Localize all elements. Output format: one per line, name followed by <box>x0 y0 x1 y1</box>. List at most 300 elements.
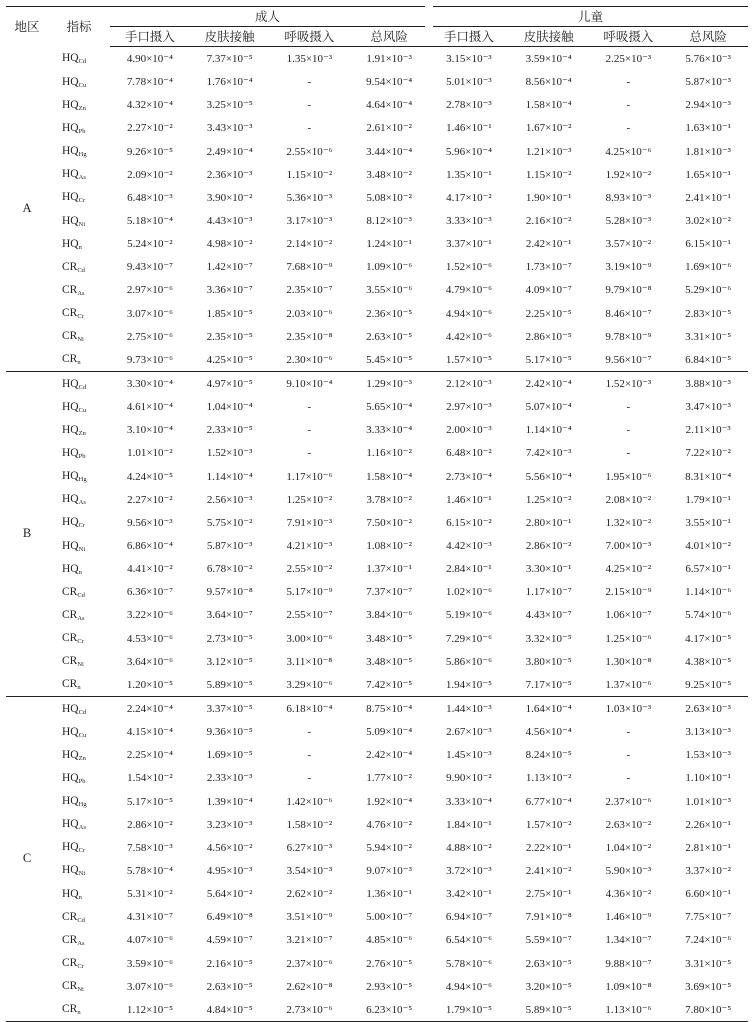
value-cell: 2.27×10⁻² <box>127 493 173 506</box>
indicator-cell <box>48 766 110 789</box>
value-cell: 4.24×10⁻⁵ <box>126 470 173 483</box>
table-row <box>6 790 748 813</box>
value-cell: - <box>626 400 631 413</box>
value-cell: 7.91×10⁻⁸ <box>525 911 572 924</box>
indicator-label: HQ <box>62 818 79 831</box>
header-child-total: 总风险 <box>668 27 748 47</box>
indicator-subscript: Ni <box>77 336 84 344</box>
value-cell: 2.67×10⁻³ <box>446 726 492 739</box>
value-cell: 3.64×10⁻⁷ <box>206 609 253 622</box>
value-cell: 4.25×10⁻⁵ <box>190 348 270 372</box>
value-cell: 3.88×10⁻³ <box>685 378 731 391</box>
value-cell: 1.36×10⁻¹ <box>366 888 412 901</box>
header-region: 地区 <box>6 7 48 47</box>
value-cell: 7.91×10⁻³ <box>286 516 333 529</box>
value-cell: 7.22×10⁻² <box>685 447 731 460</box>
indicator-subscript: As <box>78 824 86 832</box>
value-cell: 4.79×10⁻⁶ <box>445 284 492 297</box>
indicator-label: CR <box>62 632 78 645</box>
indicator-cell <box>48 534 110 557</box>
table-row <box>6 557 748 580</box>
indicator-cell <box>48 488 110 511</box>
value-cell: 1.77×10⁻² <box>366 772 412 785</box>
value-cell: 3.32×10⁻⁵ <box>525 632 572 645</box>
indicator-subscript: Hg <box>78 801 87 809</box>
indicator-label: CR <box>62 307 78 320</box>
value-cell: 3.37×10⁻⁵ <box>206 703 253 715</box>
value-cell: 7.29×10⁻⁶ <box>445 632 492 645</box>
value-cell: 1.58×10⁻² <box>286 818 333 831</box>
indicator-cell <box>48 325 110 348</box>
value-cell: 4.42×10⁻³ <box>446 540 492 553</box>
value-cell: 2.33×10⁻³ <box>206 772 253 785</box>
value-cell: - <box>307 423 312 436</box>
value-cell: 1.42×10⁻⁷ <box>206 261 253 274</box>
value-cell: 7.58×10⁻³ <box>127 841 173 854</box>
value-cell: 4.88×10⁻² <box>446 841 492 854</box>
value-cell: 9.43×10⁻⁷ <box>126 261 173 274</box>
header-adult-inhalation: 呼吸摄入 <box>270 27 350 47</box>
value-cell: 5.76×10⁻³ <box>685 53 731 66</box>
value-cell: 2.12×10⁻³ <box>446 378 492 391</box>
value-cell: 5.78×10⁻⁶ <box>445 957 492 970</box>
indicator-label: CR <box>62 353 78 366</box>
value-cell: 5.89×10⁻⁵ <box>509 998 589 1022</box>
value-cell: 4.94×10⁻⁶ <box>445 307 492 320</box>
value-cell: - <box>307 725 312 738</box>
value-cell: 1.54×10⁻² <box>127 772 173 785</box>
indicator-label: HQ <box>62 446 79 459</box>
indicator-subscript: Cu <box>78 406 87 414</box>
value-cell: 1.84×10⁻¹ <box>446 818 492 831</box>
table-row <box>6 766 748 789</box>
value-cell: 7.37×10⁻⁷ <box>366 586 413 599</box>
indicator-label: HQ <box>62 75 79 88</box>
table-row <box>6 928 748 951</box>
indicator-subscript: Ni <box>78 545 86 553</box>
indicator-cell <box>48 603 110 626</box>
indicator-label: HQ <box>62 470 79 483</box>
value-cell: 3.55×10⁻⁶ <box>366 284 413 297</box>
value-cell: 5.87×10⁻³ <box>206 540 253 553</box>
value-cell: 1.52×10⁻⁶ <box>445 261 492 274</box>
value-cell: 1.92×10⁻² <box>605 168 652 181</box>
indicator-cell <box>48 465 110 488</box>
value-cell: 1.46×10⁻⁹ <box>605 911 652 924</box>
value-cell: 3.11×10⁻⁸ <box>286 655 333 668</box>
indicator-subscript: Cr <box>77 313 84 321</box>
value-cell: 4.56×10⁻⁴ <box>525 726 572 739</box>
indicator-cell <box>48 905 110 928</box>
value-cell: 1.57×10⁻² <box>525 818 572 831</box>
value-cell: 6.23×10⁻⁵ <box>349 998 429 1022</box>
value-cell: 5.90×10⁻³ <box>605 864 652 877</box>
indicator-label: HQ <box>62 400 79 413</box>
value-cell: 3.15×10⁻³ <box>446 53 492 66</box>
indicator-label: CR <box>62 260 78 273</box>
value-cell: 1.76×10⁻⁴ <box>206 76 253 89</box>
indicator-cell <box>48 116 110 139</box>
value-cell: 9.54×10⁻⁴ <box>366 76 413 89</box>
table-row <box>6 371 748 395</box>
table-row <box>6 163 748 186</box>
indicator-cell <box>48 743 110 766</box>
value-cell: 4.41×10⁻² <box>127 563 173 576</box>
value-cell: 2.16×10⁻² <box>525 215 572 228</box>
value-cell: 5.07×10⁻⁴ <box>525 401 572 414</box>
indicator-subscript: n <box>78 893 82 901</box>
value-cell: 7.75×10⁻⁷ <box>685 911 732 924</box>
indicator-cell <box>48 975 110 998</box>
value-cell: 8.12×10⁻³ <box>366 215 412 228</box>
table-row <box>6 93 748 116</box>
value-cell: 1.17×10⁻⁷ <box>525 586 572 599</box>
value-cell: 9.36×10⁻⁵ <box>206 726 253 739</box>
indicator-subscript: As <box>77 614 85 622</box>
value-cell: 2.63×10⁻⁵ <box>206 980 253 993</box>
indicator-cell <box>48 580 110 603</box>
value-cell: 1.09×10⁻⁸ <box>605 980 652 993</box>
table-row <box>6 580 748 603</box>
value-cell: 2.00×10⁻³ <box>446 424 492 437</box>
value-cell: 1.25×10⁻² <box>525 493 572 506</box>
value-cell: 1.81×10⁻³ <box>685 145 731 158</box>
value-cell: 4.64×10⁻⁴ <box>366 99 413 112</box>
value-cell: 5.31×10⁻² <box>127 888 173 901</box>
table-row <box>6 116 748 139</box>
value-cell: 6.78×10⁻² <box>206 563 253 576</box>
region-cell: A <box>6 47 48 372</box>
indicator-cell <box>48 650 110 673</box>
indicator-label: HQ <box>62 748 79 761</box>
value-cell: 3.30×10⁻¹ <box>525 563 572 576</box>
indicator-cell <box>48 186 110 209</box>
value-cell: 3.07×10⁻⁶ <box>126 307 173 320</box>
indicator-cell <box>48 627 110 650</box>
value-cell: 1.01×10⁻² <box>127 447 173 460</box>
value-cell: 1.64×10⁻⁴ <box>525 703 572 715</box>
value-cell: 2.14×10⁻² <box>286 238 333 251</box>
indicator-label: CR <box>62 608 78 621</box>
value-cell: 1.91×10⁻³ <box>366 53 412 66</box>
indicator-cell <box>48 209 110 232</box>
value-cell: 2.41×10⁻² <box>525 864 572 877</box>
indicator-cell <box>48 395 110 418</box>
table-row <box>6 951 748 974</box>
value-cell: - <box>307 75 312 88</box>
value-cell: 9.26×10⁻⁵ <box>126 145 173 158</box>
value-cell: 4.15×10⁻⁴ <box>126 726 173 739</box>
value-cell: 3.17×10⁻³ <box>286 215 333 228</box>
value-cell: 3.33×10⁻⁴ <box>445 795 492 808</box>
value-cell: 3.00×10⁻⁶ <box>286 632 333 645</box>
value-cell: 2.63×10⁻³ <box>685 703 731 715</box>
value-cell: 1.12×10⁻⁵ <box>110 998 190 1022</box>
value-cell: 5.65×10⁻⁴ <box>366 401 413 414</box>
value-cell: 3.33×10⁻³ <box>446 215 492 228</box>
value-cell: 1.37×10⁻⁶ <box>589 673 669 697</box>
value-cell: - <box>307 121 312 134</box>
table-row <box>6 905 748 928</box>
value-cell: - <box>626 423 631 436</box>
indicator-subscript: As <box>77 289 85 297</box>
value-cell: 2.55×10⁻⁷ <box>286 609 333 622</box>
value-cell: - <box>307 400 312 413</box>
value-cell: 2.80×10⁻¹ <box>525 516 572 529</box>
value-cell: - <box>307 748 312 761</box>
value-cell: - <box>626 748 631 761</box>
header-indicator: 指标 <box>48 7 110 47</box>
value-cell: 2.25×10⁻⁴ <box>126 749 173 762</box>
value-cell: 3.22×10⁻⁶ <box>126 609 173 622</box>
value-cell: 5.89×10⁻⁵ <box>190 673 270 697</box>
value-cell: 5.56×10⁻⁴ <box>525 470 572 483</box>
value-cell: 1.29×10⁻³ <box>366 378 412 391</box>
value-cell: 2.63×10⁻² <box>605 818 652 831</box>
table-row <box>6 47 748 71</box>
value-cell: 4.25×10⁻² <box>605 563 652 576</box>
value-cell: 6.18×10⁻⁴ <box>286 703 333 715</box>
value-cell: 2.35×10⁻⁵ <box>206 330 253 343</box>
value-cell: 2.61×10⁻² <box>366 122 412 135</box>
value-cell: 5.17×10⁻⁹ <box>286 586 333 599</box>
value-cell: 2.83×10⁻⁵ <box>685 307 732 320</box>
value-cell: - <box>626 771 631 784</box>
indicator-subscript: Cu <box>78 81 87 89</box>
value-cell: 5.45×10⁻⁵ <box>349 348 429 372</box>
indicator-cell <box>48 928 110 951</box>
value-cell: 4.90×10⁻⁴ <box>126 53 173 66</box>
value-cell: 2.75×10⁻¹ <box>525 888 572 901</box>
value-cell: - <box>626 446 631 459</box>
header-adult-dermal: 皮肤接触 <box>190 27 270 47</box>
value-cell: 2.35×10⁻⁸ <box>286 330 333 343</box>
value-cell: 5.17×10⁻⁵ <box>509 348 589 372</box>
value-cell: 1.42×10⁻⁶ <box>286 795 333 808</box>
value-cell: 5.18×10⁻⁴ <box>126 215 173 228</box>
indicator-label: CR <box>62 678 78 691</box>
value-cell: 2.75×10⁻⁶ <box>126 330 173 343</box>
value-cell: 9.25×10⁻⁵ <box>668 673 748 697</box>
value-cell: 3.57×10⁻² <box>605 238 652 251</box>
value-cell: 4.09×10⁻⁷ <box>525 284 572 297</box>
value-cell: 1.14×10⁻⁴ <box>206 470 253 483</box>
table-row <box>6 488 748 511</box>
value-cell: 8.56×10⁻⁴ <box>525 76 572 89</box>
value-cell: 8.24×10⁻⁵ <box>525 749 572 762</box>
table-row <box>6 418 748 441</box>
value-cell: 1.79×10⁻¹ <box>685 493 731 506</box>
value-cell: 5.28×10⁻³ <box>605 215 652 228</box>
indicator-cell <box>48 790 110 813</box>
indicator-subscript: Ni <box>78 220 86 228</box>
value-cell: 1.92×10⁻⁴ <box>366 795 413 808</box>
value-cell: 7.37×10⁻⁵ <box>206 53 253 66</box>
value-cell: 1.67×10⁻² <box>525 122 572 135</box>
value-cell: 1.14×10⁻⁶ <box>685 586 732 599</box>
header-adult-total: 总风险 <box>349 27 429 47</box>
value-cell: 9.78×10⁻⁹ <box>605 330 652 343</box>
indicator-subscript: Zn <box>78 104 86 112</box>
table-row <box>6 859 748 882</box>
indicator-cell <box>48 673 110 697</box>
indicator-subscript: Cd <box>78 383 87 391</box>
indicator-subscript: Hg <box>78 476 87 484</box>
value-cell: 6.15×10⁻² <box>446 516 492 529</box>
value-cell: 4.42×10⁻⁶ <box>445 330 492 343</box>
value-cell: 2.84×10⁻¹ <box>446 563 492 576</box>
indicator-cell <box>48 859 110 882</box>
table-row <box>6 186 748 209</box>
value-cell: 4.94×10⁻⁶ <box>445 980 492 993</box>
value-cell: 3.43×10⁻³ <box>206 122 253 135</box>
table-row <box>6 975 748 998</box>
region-cell: B <box>6 371 48 696</box>
value-cell: 1.25×10⁻² <box>286 493 333 506</box>
indicator-subscript: Pb <box>78 777 86 785</box>
value-cell: 3.59×10⁻⁶ <box>126 957 173 970</box>
value-cell: 1.09×10⁻⁶ <box>366 261 413 274</box>
indicator-label: HQ <box>62 771 79 784</box>
indicator-subscript: Ni <box>78 870 86 878</box>
value-cell: 1.32×10⁻² <box>605 516 652 529</box>
indicator-cell <box>48 70 110 93</box>
table-row <box>6 70 748 93</box>
table-row <box>6 395 748 418</box>
table-row <box>6 511 748 534</box>
value-cell: 1.20×10⁻⁵ <box>110 673 190 697</box>
indicator-subscript: n <box>78 243 82 251</box>
value-cell: 6.48×10⁻² <box>446 447 492 460</box>
value-cell: 3.20×10⁻⁵ <box>525 980 572 993</box>
value-cell: 4.59×10⁻⁷ <box>206 934 253 947</box>
value-cell: 6.36×10⁻⁷ <box>126 586 173 599</box>
value-cell: 2.25×10⁻⁵ <box>525 307 572 320</box>
value-cell: 1.95×10⁻⁶ <box>605 470 652 483</box>
indicator-label: HQ <box>62 795 79 808</box>
header-adult: 成人 <box>110 7 429 27</box>
value-cell: 1.30×10⁻⁸ <box>605 655 652 668</box>
indicator-label: CR <box>62 1003 78 1016</box>
table-row <box>6 441 748 464</box>
value-cell: 7.68×10⁻⁹ <box>286 261 333 274</box>
value-cell: 2.86×10⁻⁵ <box>525 330 572 343</box>
indicator-subscript: Cr <box>77 638 84 646</box>
value-cell: 2.37×10⁻⁶ <box>286 957 333 970</box>
indicator-cell <box>48 882 110 905</box>
value-cell: 3.23×10⁻³ <box>206 818 253 831</box>
indicator-label: HQ <box>62 864 79 877</box>
value-cell: 3.33×10⁻⁴ <box>366 424 413 437</box>
indicator-label: HQ <box>62 423 79 436</box>
indicator-cell <box>48 720 110 743</box>
table-row <box>6 302 748 325</box>
indicator-subscript: Cd <box>78 58 87 66</box>
value-cell: 1.39×10⁻⁴ <box>206 795 253 808</box>
value-cell: 2.03×10⁻⁶ <box>286 307 333 320</box>
value-cell: 3.48×10⁻⁵ <box>366 632 413 645</box>
indicator-label: HQ <box>62 516 79 529</box>
value-cell: 3.90×10⁻² <box>206 191 253 204</box>
value-cell: 2.16×10⁻⁵ <box>206 957 253 970</box>
value-cell: 4.76×10⁻² <box>366 818 412 831</box>
value-cell: 1.06×10⁻⁷ <box>605 609 652 622</box>
value-cell: 4.95×10⁻³ <box>206 864 253 877</box>
value-cell: 2.41×10⁻¹ <box>685 191 731 204</box>
indicator-label: CR <box>62 585 78 598</box>
indicator-subscript: Cd <box>77 266 85 274</box>
table-row <box>6 603 748 626</box>
value-cell: 1.45×10⁻³ <box>446 749 492 762</box>
value-cell: 6.77×10⁻⁴ <box>525 795 572 808</box>
value-cell: 1.53×10⁻³ <box>685 749 731 762</box>
value-cell: 1.25×10⁻⁶ <box>605 632 652 645</box>
value-cell: 6.48×10⁻³ <box>127 191 173 204</box>
value-cell: 4.17×10⁻⁵ <box>685 632 732 645</box>
indicator-label: HQ <box>62 493 79 506</box>
table-row <box>6 627 748 650</box>
indicator-cell <box>48 441 110 464</box>
value-cell: 9.10×10⁻⁴ <box>286 378 333 391</box>
indicator-label: HQ <box>62 377 79 390</box>
table-row <box>6 465 748 488</box>
table-row <box>6 836 748 859</box>
value-cell: 5.36×10⁻³ <box>286 191 333 204</box>
indicator-label: HQ <box>62 145 79 158</box>
value-cell: 3.48×10⁻⁵ <box>366 655 413 668</box>
value-cell: 1.21×10⁻³ <box>525 145 572 158</box>
value-cell: - <box>626 725 631 738</box>
value-cell: 3.72×10⁻³ <box>446 864 492 877</box>
value-cell: 7.42×10⁻⁵ <box>349 673 429 697</box>
value-cell: 1.57×10⁻⁵ <box>429 348 509 372</box>
indicator-subscript: Cd <box>78 708 87 716</box>
table-row <box>6 813 748 836</box>
value-cell: 5.01×10⁻³ <box>446 76 492 89</box>
value-cell: 2.55×10⁻² <box>286 563 333 576</box>
header-adult-ingestion: 手口摄入 <box>110 27 190 47</box>
indicator-label: CR <box>62 283 78 296</box>
value-cell: 5.87×10⁻³ <box>685 76 731 89</box>
value-cell: 3.80×10⁻⁵ <box>525 655 572 668</box>
value-cell: 5.09×10⁻⁴ <box>366 726 413 739</box>
value-cell: 4.38×10⁻⁵ <box>685 655 732 668</box>
value-cell: 2.97×10⁻⁶ <box>126 284 173 297</box>
indicator-cell <box>48 93 110 116</box>
indicator-label: HQ <box>62 214 79 227</box>
indicator-subscript: n <box>77 684 81 692</box>
value-cell: 4.43×10⁻⁷ <box>525 609 572 622</box>
indicator-label: HQ <box>62 887 79 900</box>
value-cell: 1.13×10⁻⁶ <box>589 998 669 1022</box>
value-cell: 2.97×10⁻³ <box>446 401 492 414</box>
header-child-dermal: 皮肤接触 <box>509 27 589 47</box>
value-cell: - <box>307 446 312 459</box>
value-cell: 7.50×10⁻² <box>366 516 412 529</box>
value-cell: 3.10×10⁻⁴ <box>126 424 173 437</box>
indicator-label: HQ <box>62 121 79 134</box>
value-cell: 2.81×10⁻¹ <box>685 841 731 854</box>
value-cell: 3.51×10⁻⁹ <box>286 911 333 924</box>
value-cell: 3.59×10⁻⁴ <box>525 53 572 66</box>
value-cell: 1.17×10⁻⁶ <box>286 470 333 483</box>
table-row <box>6 534 748 557</box>
indicator-subscript: Zn <box>78 754 86 762</box>
indicator-subscript: Cd <box>77 916 85 924</box>
value-cell: 1.90×10⁻¹ <box>525 191 572 204</box>
value-cell: 3.64×10⁻⁶ <box>126 655 173 668</box>
value-cell: 1.15×10⁻² <box>286 168 333 181</box>
